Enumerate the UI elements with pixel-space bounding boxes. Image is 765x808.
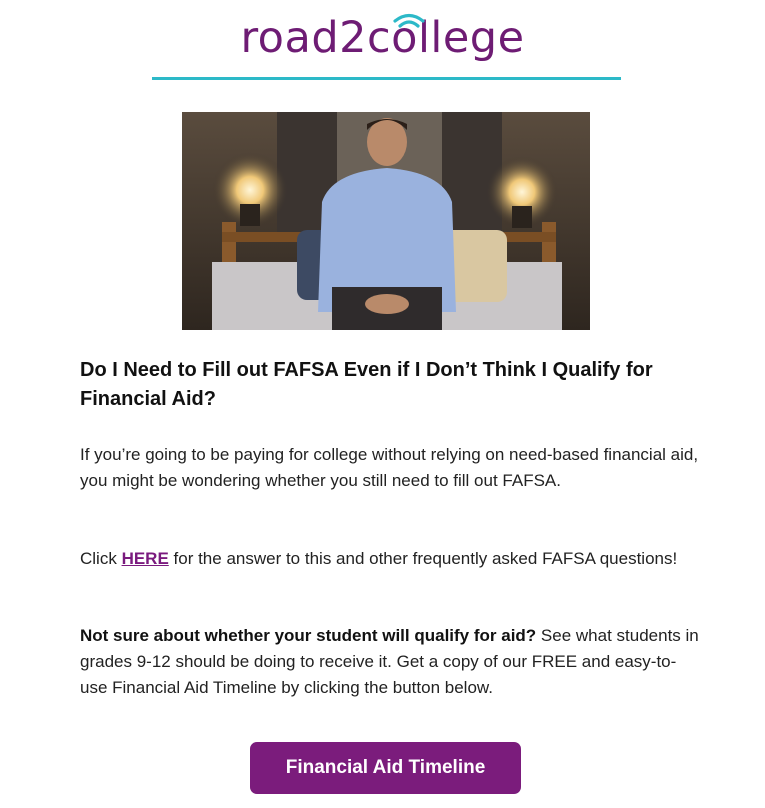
financial-aid-timeline-button[interactable]: Financial Aid Timeline — [250, 742, 521, 794]
logo-text: road2college — [240, 13, 525, 63]
article-headline: Do I Need to Fill out FAFSA Even if I Don’t Think I Qualify for Financial Aid? — [80, 359, 653, 410]
timeline-question: Not sure about whether your student will qualify for aid? — [80, 626, 537, 645]
header-divider — [152, 77, 621, 80]
intro-paragraph: If you’re going to be paying for college without relying on need-based financial aid, you might be wondering whether you still need to fill out FAFSA. — [80, 445, 699, 490]
hero-photo-icon — [182, 112, 590, 330]
timeline-paragraph — [80, 623, 700, 701]
faq-suffix: for the answer to this and other frequently asked FAFSA questions! — [168, 549, 678, 568]
hero-image[interactable] — [182, 112, 590, 330]
timeline-body: See what students in grades 9-12 should be doing to receive it. Get a copy of our FREE and easy-to-use Financial Aid Timeline by clicking the button below. — [80, 626, 699, 697]
faq-prefix: Click — [80, 549, 122, 568]
wifi-signal-icon — [392, 12, 426, 32]
here-link[interactable]: HERE — [121, 549, 169, 568]
faq-paragraph — [80, 546, 700, 572]
brand-logo[interactable] — [0, 6, 765, 70]
